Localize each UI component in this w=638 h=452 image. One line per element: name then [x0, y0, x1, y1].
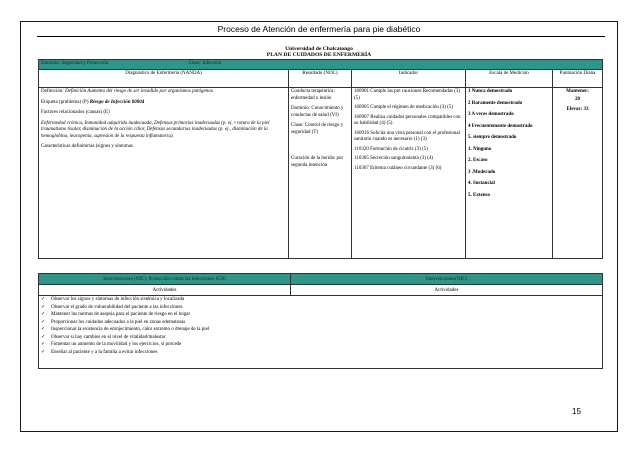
interventions-right-header: Intervenciones(NIC) — [291, 274, 603, 285]
scale-item: 2 Raramente demostrado — [468, 100, 523, 106]
list-item — [41, 341, 600, 349]
checkmark-icon: ✓ — [41, 318, 46, 325]
result-item: Dominio: Conocimiento y conductas de salud (VI) — [291, 106, 344, 118]
plan-title: PLAN DE CUIDADOS DE ENFERMERÍA — [266, 52, 372, 58]
activities-list — [41, 296, 600, 356]
scale-item: 3 A veces demostrado — [468, 112, 514, 117]
score-cell — [553, 88, 603, 259]
care-plan-body-row — [39, 88, 603, 259]
maintain-value: 20 — [575, 96, 581, 102]
indicator-item: 110307 Eritema cutáneo circundante (3) (6) — [354, 165, 442, 171]
result-header: Resultado (NOC) — [289, 70, 352, 88]
class-label: Clase: Infección — [188, 61, 222, 66]
scale-item: 5. Extenso — [468, 192, 490, 198]
result-cell — [289, 88, 352, 259]
result-item: Conducta terapéutica: enfermedad o lesión — [291, 89, 335, 101]
interventions-header-row — [39, 274, 603, 285]
activity-text: Inspeccionar la existencia de enrojecimiento, calor extremo o drenaje de la piel — [51, 327, 210, 332]
activity-text: Mantener las normas de asepsia para el paciente de riesgo en el hogar — [51, 312, 191, 317]
indicator-item: 110320 Formación de cicatriz (3) (5) — [354, 146, 428, 152]
activity-text: Observar los signos y síntomas de infección sistémica y localizada — [51, 297, 185, 302]
scale-item: 4 Frecuentemente demostrado — [468, 123, 533, 129]
activities-header-row — [39, 285, 603, 296]
diagnosis-definition: Definición: Definición Aumento del riesgo de ser invadido por organismos patógenos. — [41, 89, 214, 94]
document-header-title: Proceso de Atención de enfermería para pie diabético — [217, 24, 421, 34]
related-factors: Factores relacionados (causas) (E) — [41, 110, 110, 115]
indicator-item: 110305 Secreción sanguinolenta (3) (4) — [354, 156, 433, 161]
domain-cell — [39, 60, 603, 70]
activity-text: Observar si hay cambios en el nivel de vitalidad/malestar — [51, 334, 166, 340]
indicator-item: 160907 Realiza cuidados personales compatibles con su habilidad (4) (5) — [354, 114, 461, 126]
list-item — [41, 296, 600, 304]
checkmark-icon: ✓ — [41, 333, 46, 340]
activity-text: Observar el grado de vulnerabilidad del paciente a las infecciones — [51, 304, 183, 310]
checkmark-icon: ✓ — [41, 311, 46, 317]
activities-row — [39, 296, 603, 369]
list-item — [41, 311, 600, 319]
list-item — [41, 326, 600, 334]
activities-left-header: Actividades — [39, 285, 291, 296]
checkmark-icon: ✓ — [41, 326, 46, 332]
activity-text: Proporcionar los cuidados adecuados a la piel en zonas edematosas — [51, 319, 186, 325]
scale-item: 1 Nunca demostrado — [468, 89, 513, 94]
scale-item: 5. siempre demostrado — [468, 135, 517, 140]
scale-item: 2. Escaso — [468, 158, 488, 163]
indicator-header: Indicador — [352, 70, 466, 88]
indicator-cell — [352, 88, 466, 259]
university-name: Universidad de Chalcatongo — [285, 46, 353, 52]
indicator-item: 160901 Cumple las pre cauciones Recomendadas (3) (5) — [354, 89, 461, 101]
page-number: 15 — [572, 407, 581, 416]
diagnosis-cell — [39, 88, 289, 259]
activity-text: Fomentar un aumento de la movilidad y los ejercicios, si procede — [51, 342, 182, 347]
interventions-left-header: Intervenciones (NIC): Protección contra las infecciones 6550 — [39, 274, 291, 285]
scale-item: 3 .Moderado — [468, 169, 496, 175]
list-item — [41, 304, 600, 312]
domain-row — [39, 60, 603, 70]
raise-label: Elevar: 33 — [566, 107, 589, 112]
activities-right-header: Actividades — [291, 285, 603, 296]
checkmark-icon: ✓ — [41, 341, 46, 347]
list-item — [41, 319, 600, 327]
diagnosis-label: Etiqueta (problema) (P) Riesgo de Infección 00004 — [41, 99, 145, 105]
maintain-label: Mantener: — [566, 89, 589, 94]
result-item: Curación de la herida: por segunda intención — [291, 156, 344, 168]
list-item — [41, 349, 600, 357]
checkmark-icon: ✓ — [41, 296, 46, 302]
immunity-factors: Enfermedad crónica, Inmunidad adquirida inadecuada, Defensas primarias inadecuadas (p. ej. • rotura de la piel traumatismo tisular, disminución de la acción ciliar, Defensas secundarias inadecuadas (p. ej., disminución de la hemoglobina, leucopenia, supresión de la respuesta inflamatoria). — [41, 120, 270, 139]
domain-label: Dominio: Seguridad y Protección — [41, 61, 109, 66]
interventions-table — [38, 273, 603, 369]
column-header-row — [39, 70, 603, 88]
score-header: Puntuación Diana — [553, 70, 603, 88]
diagnosis-header: Diagnóstico de Enfermería (NANDA) — [39, 70, 289, 88]
scale-item: 1. Ninguno — [468, 146, 492, 152]
indicator-item: 160916 Solicita una vista personal con el profesional sanitario cuando es necesario (1) (3) — [354, 130, 460, 142]
activities-cell — [39, 296, 603, 369]
care-plan-table — [38, 59, 603, 259]
list-item — [41, 334, 600, 342]
indicator-item: 160905 Cumple el régimen de medicación (3) (5) — [354, 105, 453, 110]
scale-header: Escala de Medición — [466, 70, 553, 88]
checkmark-icon: ✓ — [41, 303, 46, 310]
scale-item: 4. Sustancial — [468, 181, 495, 186]
result-item: Clase: Control de riesgo y seguridad (T) — [291, 123, 344, 135]
header-divider — [37, 36, 605, 37]
checkmark-icon: ✓ — [41, 348, 46, 355]
scale-cell — [466, 88, 553, 259]
activity-text: Enseñar al paciente y a la familia a evitar infecciones — [51, 349, 158, 355]
defining-characteristics: Características definitorias (signos y síntomas — [41, 144, 133, 149]
